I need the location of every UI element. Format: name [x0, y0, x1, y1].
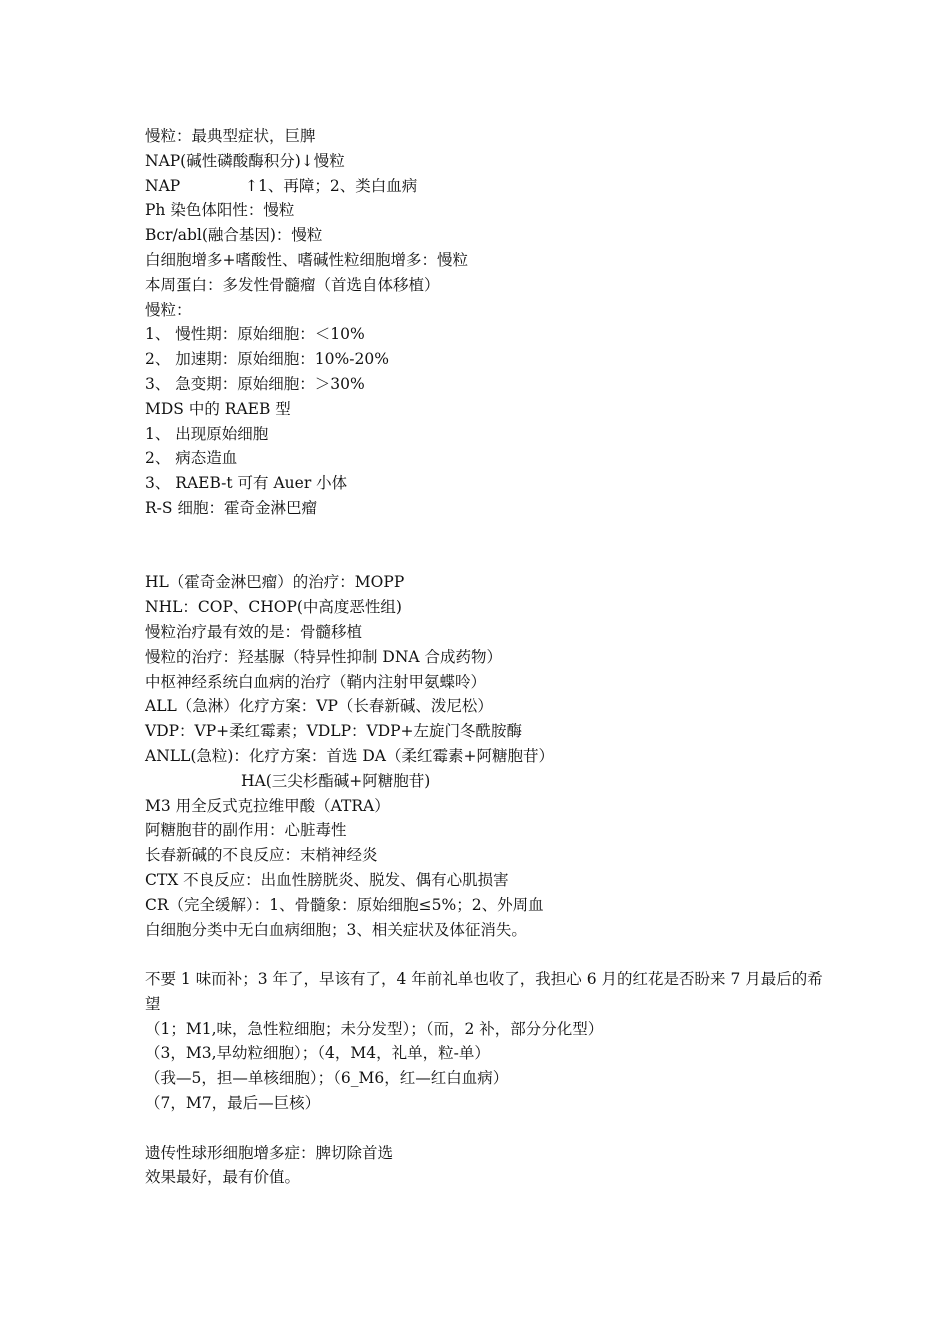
text-line: （1；M1,味，急性粒细胞；未分发型）；（而，2 补，部分分化型）: [145, 1019, 604, 1038]
list-item: 1、 慢性期：原始细胞：＜10%: [145, 325, 365, 344]
text-line: ANLL(急粒)：化疗方案：首选 DA（柔红霉素+阿糖胞苷）: [145, 746, 554, 765]
nap-value: ↑1、再障；2、类白血病: [245, 176, 418, 195]
text-line: （我—5，担—单核细胞）；（6_M6，红—红白血病）: [145, 1069, 509, 1088]
text-line: Bcr/abl(融合基因)：慢粒: [145, 226, 323, 245]
text-line: Ph 染色体阳性：慢粒: [145, 201, 295, 220]
text-line: CTX 不良反应：出血性膀胱炎、脱发、偶有心肌损害: [145, 870, 509, 889]
text-line: NAP(碱性磷酸酶积分)↓慢粒: [145, 151, 345, 170]
text-line-indented: HA(三尖杉酯碱+阿糖胞苷): [241, 771, 431, 790]
spacer: [145, 1116, 825, 1141]
text-line: 效果最好，最有价值。: [145, 1168, 301, 1187]
text-line: 白细胞增多+嗜酸性、嗜碱性粒细胞增多：慢粒: [145, 250, 468, 269]
spacer: [145, 942, 825, 967]
text-line: （7，M7，最后—巨核）: [145, 1094, 321, 1113]
text-line: R-S 细胞：霍奇金淋巴瘤: [145, 498, 317, 517]
text-line: 慢粒的治疗：羟基脲（特异性抑制 DNA 合成药物）: [145, 647, 503, 666]
text-line: ALL（急淋）化疗方案：VP（长春新碱、泼尼松）: [145, 697, 493, 716]
text-line: （3，M3,早幼粒细胞）；（4，M4，礼单，粒-单）: [145, 1044, 490, 1063]
mnemonic-paragraph: 不要 1 味而补；3 年了，早该有了，4 年前礼单也收了，我担心 6 月的红花是否盼来 7 月最后的希望: [145, 970, 823, 1013]
list-item: 3、 RAEB-t 可有 Auer 小体: [145, 474, 348, 493]
nap-label: NAP: [145, 176, 181, 195]
text-line: 本周蛋白：多发性骨髓瘤（首选自体移植）: [145, 275, 440, 294]
spacer: [145, 521, 825, 571]
text-line: 慢粒：: [145, 300, 192, 319]
text-line: 慢粒治疗最有效的是：骨髓移植: [145, 622, 363, 641]
text-line: VDP：VP+柔红霉素；VDLP：VDP+左旋门冬酰胺酶: [145, 722, 523, 741]
text-line: 长春新碱的不良反应：末梢神经炎: [145, 846, 378, 865]
list-item: 2、 加速期：原始细胞：10%-20%: [145, 350, 389, 369]
list-item: 3、 急变期：原始细胞：＞30%: [145, 374, 365, 393]
text-line: NHL：COP、CHOP(中高度恶性组): [145, 598, 402, 617]
list-item: 1、 出现原始细胞: [145, 424, 269, 443]
text-line: 遗传性球形细胞增多症：脾切除首选: [145, 1143, 394, 1162]
text-line: M3 用全反式克拉维甲酸（ATRA）: [145, 796, 390, 815]
text-line: 中枢神经系统白血病的治疗（鞘内注射甲氨蝶呤）: [145, 672, 487, 691]
text-line: HL（霍奇金淋巴瘤）的治疗：MOPP: [145, 573, 405, 592]
list-item: 2、 病态造血: [145, 449, 238, 468]
text-line: 慢粒：最典型症状，巨脾: [145, 127, 316, 145]
text-line: MDS 中的 RAEB 型: [145, 399, 291, 418]
text-line: 阿糖胞苷的副作用：心脏毒性: [145, 821, 347, 840]
document-body: [145, 124, 825, 1190]
text-line: 白细胞分类中无白血病细胞；3、相关症状及体征消失。: [145, 920, 527, 939]
text-line: CR（完全缓解）：1、骨髓象：原始细胞≤5%；2、外周血: [145, 895, 544, 914]
nap-row: [145, 174, 825, 199]
